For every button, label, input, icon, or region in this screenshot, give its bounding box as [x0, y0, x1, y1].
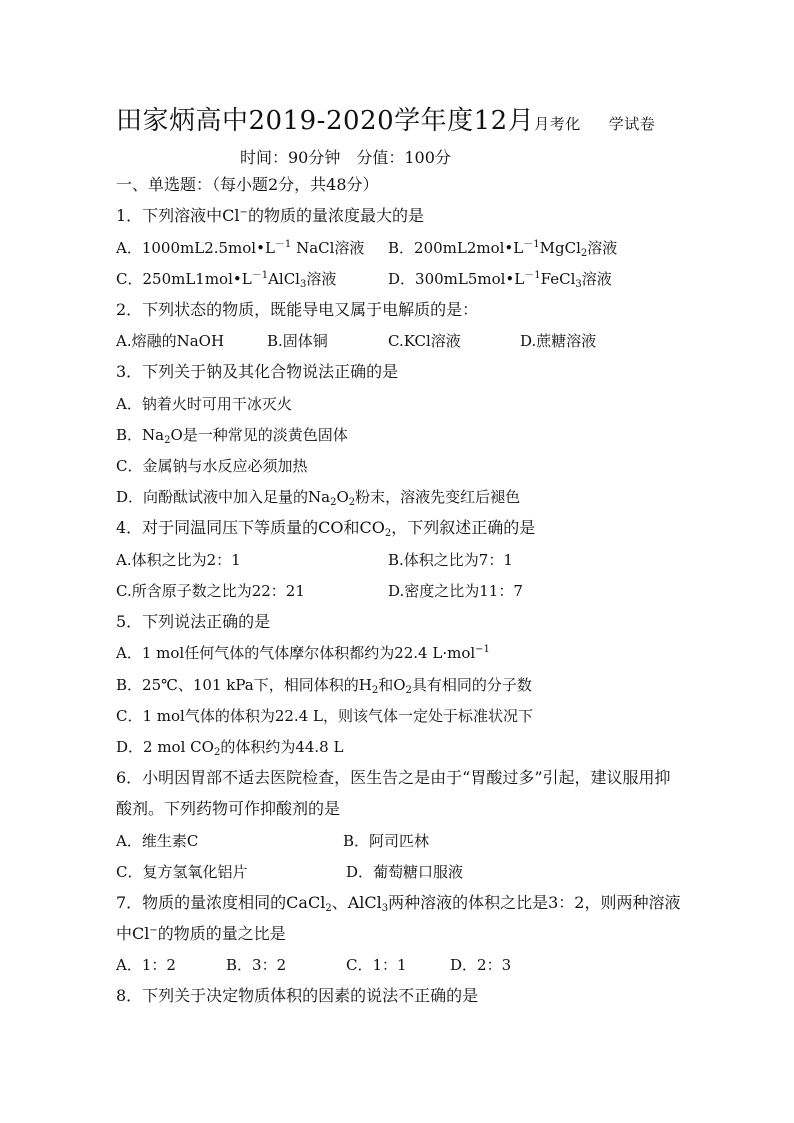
question-8-stem: 8．下列关于决定物质体积的因素的说法不正确的是: [116, 986, 479, 1005]
question-4-option-c: C.所含原子数之比为22：21: [116, 582, 305, 600]
question-2-option-b: B.固体铜: [267, 332, 328, 350]
title-main: 田家炳高中2019-2020学年度12月: [116, 106, 535, 136]
question-7-option-b: B．3：2: [226, 956, 287, 974]
question-7-option-a: A．1：2: [116, 956, 176, 974]
title-small-2: 学试卷: [608, 115, 656, 133]
question-6-option-d: D．葡萄糖口服液: [346, 863, 464, 881]
question-5-option-b: B．25℃、101 kPa下，相同体积的$H_2$和$O_2$具有相同的分子数: [116, 676, 532, 696]
question-6-stem-line-2: 酸剂。下列药物可作抑酸剂的是: [116, 799, 341, 818]
score-label: 分值：100分: [356, 148, 451, 167]
question-5-option-a: A．1 mol任何气体的气体摩尔体积都约为22.4 L·mol$^{-1}$: [116, 644, 490, 662]
question-2-stem: 2．下列状态的物质，既能导电又属于电解质的是：: [116, 300, 479, 319]
time-label: 时间：90分钟: [240, 148, 341, 167]
question-4-option-a: A.体积之比为2：1: [116, 551, 241, 569]
question-4-option-d: D.密度之比为11：7: [388, 582, 523, 600]
title-small-1: 月考化: [534, 115, 581, 133]
question-3-option-a: A．钠着火时可用干冰灭火: [116, 395, 292, 413]
question-3-stem: 3．下列关于钠及其化合物说法正确的是: [116, 362, 399, 381]
question-2-option-d: D.蔗糖溶液: [520, 332, 597, 350]
question-1-option-c: C．$250mL1mol•L^{-1}AlCl_3$溶液: [116, 270, 337, 290]
section-heading: 一、单选题：（每小题2分，共48分）: [116, 175, 379, 194]
question-1-stem: 1．下列溶液中Cl−的物质的量浓度最大的是: [116, 206, 424, 225]
question-3-option-d: D．向酚酞试液中加入足量的$Na_2O_2$粉末，溶液先变红后褪色: [116, 488, 521, 508]
question-7-stem-line-1: 7．物质的量浓度相同的CaCl$_2$、AlCl$_3$两种溶液的体积之比是3：2，则两种溶液: [116, 893, 681, 914]
question-1-option-b: B．$200mL2mol•L^{-1}MgCl_2$溶液: [388, 239, 618, 259]
question-5-option-c: C．1 mol气体的体积为22.4 L，则该气体一定处于标准状况下: [116, 707, 533, 725]
question-7-option-d: D．2：3: [450, 956, 512, 974]
question-7-stem-line-2: 中Cl−的物质的量之比是: [116, 924, 286, 943]
question-6-stem-line-1: 6．小明因胃部不适去医院检查，医生告之是由于“胃酸过多”引起，建议服用抑: [116, 768, 671, 787]
question-6-option-a: A．维生素C: [116, 832, 199, 850]
question-1-option-a: A．$1000mL2.5mol•L^{-1}$ NaCl溶液: [116, 239, 365, 257]
exam-info: [240, 145, 451, 168]
question-3-option-c: C．金属钠与水反应必须加热: [116, 457, 308, 475]
question-2-option-a: A.熔融的NaOH: [116, 332, 225, 350]
question-7-option-c: C．1：1: [346, 956, 407, 974]
question-4-stem: 4．对于同温同压下等质量的CO和$CO_2$，下列叙述正确的是: [116, 518, 536, 539]
question-2-option-c: C.KCl溶液: [388, 332, 461, 350]
question-6-option-b: B．阿司匹林: [343, 832, 430, 850]
question-3-option-b: B．$Na_2O$是一种常见的淡黄色固体: [116, 426, 348, 446]
question-5-option-d: D．2 mol $CO_2$的体积约为44.8 L: [116, 738, 344, 758]
question-5-stem: 5．下列说法正确的是: [116, 612, 271, 631]
question-4-option-b: B.体积之比为7：1: [388, 551, 513, 569]
page-title: [116, 100, 655, 137]
question-6-option-c: C．复方氢氧化铝片: [116, 863, 248, 881]
question-1-option-d: D．$300mL5mol•L^{-1}FeCl_3$溶液: [388, 270, 612, 290]
